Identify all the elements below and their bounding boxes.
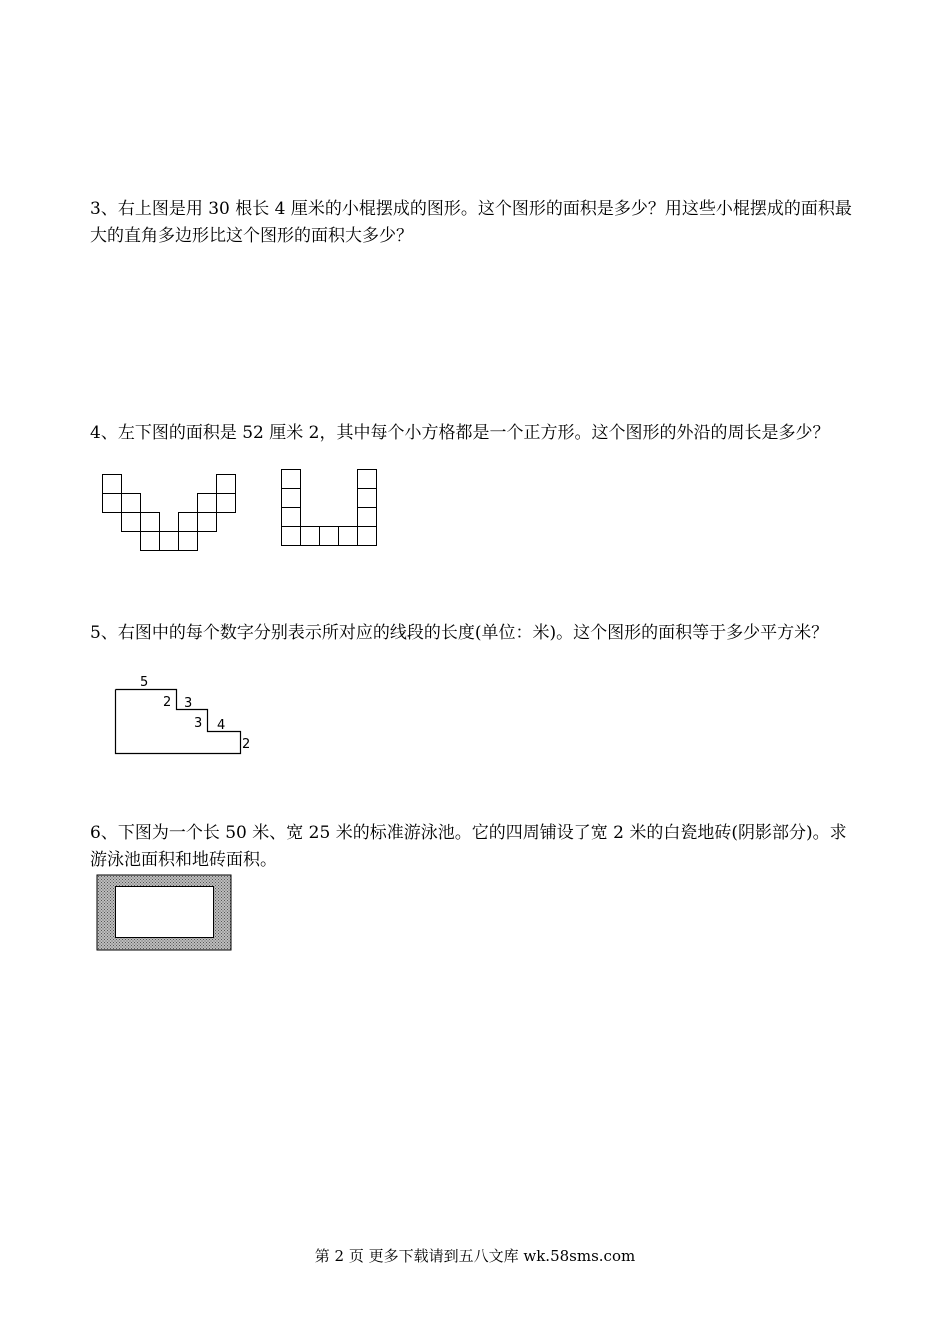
v-shape-grid-figure [100, 472, 240, 552]
question-6: 6、下图为一个长 50 米、宽 25 米的标准游泳池。它的四周铺设了宽 2 米的白瓷地砖(阴影部分)。求游泳池面积和地砖面积。 [90, 823, 847, 870]
question-3: 3、右上图是用 30 根长 4 厘米的小棍摆成的图形。这个图形的面积是多少？用这些小棍摆成的面积最大的直角多边形比这个图形的面积大多少？ [90, 199, 852, 246]
page-footer: 第 2 页 更多下载请到五八文库 wk.58sms.com [314, 1247, 636, 1265]
label-step2-width-4: 4 [217, 718, 226, 733]
label-step1-height-2: 2 [163, 695, 172, 710]
question-4: 4、左下图的面积是 52 厘米 2，其中每个小方格都是一个正方形。这个图形的外沿的周长是多少？ [90, 423, 830, 443]
label-step2-height-3: 3 [194, 716, 203, 731]
staircase-figure [105, 672, 265, 762]
question-5: 5、右图中的每个数字分别表示所对应的线段的长度(单位：米)。这个图形的面积等于多少平方米？ [90, 623, 829, 643]
u-shape-grid-figure [280, 468, 380, 548]
label-step1-width-3: 3 [184, 696, 193, 711]
label-step3-height-2: 2 [242, 737, 251, 752]
swimming-pool-figure [95, 873, 235, 953]
label-top-5: 5 [140, 675, 149, 690]
